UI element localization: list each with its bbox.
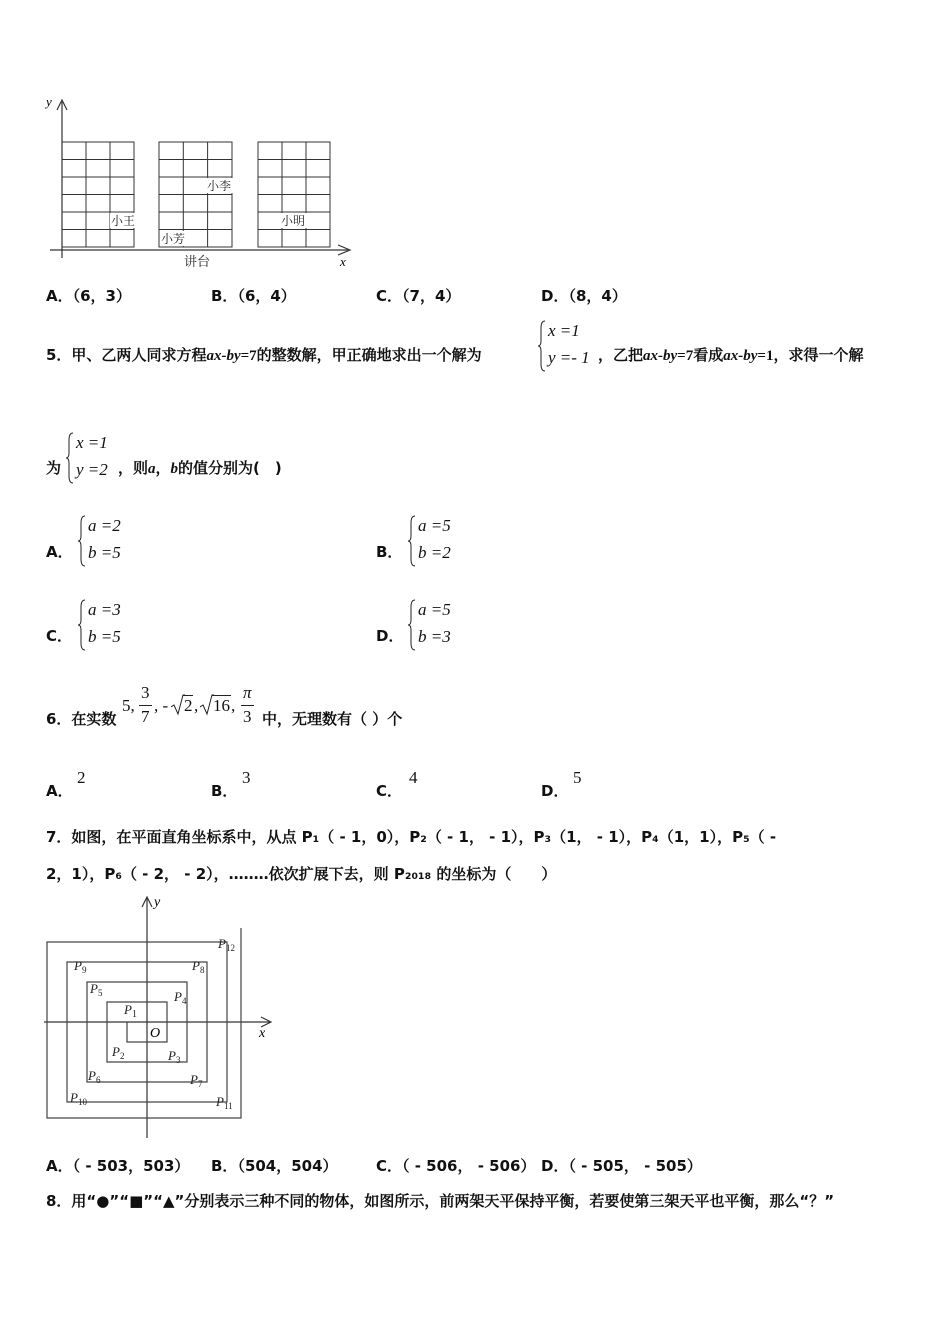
q5-equation-2: ax-by xyxy=(643,348,678,364)
q5-option-b-row1: a =5 xyxy=(418,516,451,535)
q4-option-a[interactable] xyxy=(46,287,131,305)
q7-origin-label: O xyxy=(150,1026,161,1041)
q7-axis-x-label: x xyxy=(259,1026,266,1041)
q5-option-d-row2: b =3 xyxy=(418,627,451,646)
q6-option-d-value: 5 xyxy=(573,768,582,787)
q5-option-d-system[interactable] xyxy=(408,599,468,651)
q7-option-c-text: （ - 506， - 506） xyxy=(402,1157,536,1175)
q5-equation-3: ax-by xyxy=(723,348,758,364)
q4-option-c-text: （7，4） xyxy=(402,287,461,305)
q5-line1-part-c xyxy=(598,346,863,365)
q6-option-b-value: 3 xyxy=(242,768,251,787)
q7-p8-label: $P_8$ xyxy=(192,958,205,975)
q6-option-b-letter: B． xyxy=(211,782,238,800)
q5-text-line2-b: ，则 xyxy=(118,459,149,477)
q4-option-b-text: （6，4） xyxy=(237,287,296,305)
q7-spiral-figure xyxy=(40,890,280,1145)
q5-option-b-row2: b =2 xyxy=(418,543,451,562)
q5-solution-2-row2: y =2 xyxy=(76,460,108,479)
q7-option-d-letter: D． xyxy=(541,1157,569,1175)
q5-line1-part-a xyxy=(46,346,482,365)
q6-sqrt2-value: 2 xyxy=(184,696,193,715)
q6-option-a-letter: A． xyxy=(46,782,73,800)
q7-p2-label: $P_2$ xyxy=(112,1044,125,1061)
q6-option-a[interactable] xyxy=(46,782,73,800)
q5-option-a-system[interactable] xyxy=(78,515,138,567)
q6-sqrt16-value: 16 xyxy=(213,696,230,715)
q7-p10-label: $P_{10}$ xyxy=(70,1090,87,1107)
q5-solution-1-row1: x =1 xyxy=(548,321,580,340)
q7-p11-label: $P_{11}$ xyxy=(216,1094,233,1111)
q7-line1: 7．如图，在平面直角坐标系中，从点 P₁（ - 1，0），P₂（ - 1， - 1），P₃（1， - 1），P₄（1，1），P₅（ - xyxy=(46,828,777,846)
q4-option-d-text: （8，4） xyxy=(568,287,627,305)
q6-number-list xyxy=(122,683,262,731)
q7-p12-label: $P_{12}$ xyxy=(218,936,235,953)
q5-option-d-letter[interactable]: D． xyxy=(376,627,404,645)
q5-option-c-row1: a =3 xyxy=(88,600,121,619)
q5-solution-2 xyxy=(66,432,126,484)
q7-p4-label: $P_4$ xyxy=(174,989,187,1006)
q6-option-c[interactable] xyxy=(376,782,402,800)
q6-option-a-value: 2 xyxy=(77,768,86,787)
q5-equation-3-rhs: =1 xyxy=(757,348,774,364)
q6-comma1: , xyxy=(194,696,199,715)
q7-option-b[interactable] xyxy=(211,1157,338,1175)
q4-label-xiaoming: 小明 xyxy=(281,214,306,228)
q4-axis-y-label: y xyxy=(46,94,52,109)
q5-option-a-row1: a =2 xyxy=(88,516,121,535)
q5-text-d: 看成 xyxy=(693,346,724,364)
q6-prefix: 6．在实数 xyxy=(46,710,117,728)
q8-line1: 8．用“●”“■”“▲”分别表示三种不同的物体，如图所示，前两架天平保持平衡，若要使第三架天平也平衡，那么“？” xyxy=(46,1192,835,1210)
q6-option-c-letter: C． xyxy=(376,782,403,800)
q6-pi-bar xyxy=(241,705,254,706)
q4-label-xiaowang: 小王 xyxy=(111,214,136,228)
q7-p1-label: $P_1$ xyxy=(124,1002,137,1020)
q4-option-c[interactable] xyxy=(376,287,460,305)
q4-option-c-letter: C． xyxy=(376,287,403,305)
q7-p6-label: $P_6$ xyxy=(88,1068,101,1085)
q5-equation-1: ax-by xyxy=(206,348,241,364)
q5-comma: ， xyxy=(155,459,171,477)
q5-text-e: ，求得一个解 xyxy=(773,346,864,364)
q6-frac-den: 7 xyxy=(141,707,150,726)
q5-option-c-letter[interactable]: C． xyxy=(46,627,73,645)
q5-text-line2-a: 为 xyxy=(46,459,62,477)
q7-option-c-letter: C． xyxy=(376,1157,403,1175)
q4-label-xiaoli: 小李 xyxy=(207,179,232,193)
q5-option-a-row2: b =5 xyxy=(88,543,121,562)
q5-option-a-letter[interactable]: A． xyxy=(46,543,73,561)
q5-equation-2-rhs: =7 xyxy=(677,348,694,364)
q7-option-a[interactable] xyxy=(46,1157,189,1175)
q6-n1: 5, xyxy=(122,696,135,715)
q6-after-frac: , - xyxy=(154,696,169,715)
q7-option-b-text: （504，504） xyxy=(237,1157,338,1175)
q5-line2-part-b xyxy=(118,459,282,478)
q5-solution-1-row2: y =- 1 xyxy=(548,348,590,367)
q7-line2: 2，1），P₆（ - 2， - 2），…‥…依次扩展下去，则 P₂₀₁₈ 的坐标为（ ） xyxy=(46,865,557,883)
q4-label-xiaofang: 小芳 xyxy=(161,232,186,246)
q5-option-b-system[interactable] xyxy=(408,515,468,567)
q5-line2-part-a xyxy=(46,459,61,477)
q5-solution-2-row1: x =1 xyxy=(76,433,108,452)
q7-option-a-text: （ - 503，503） xyxy=(72,1157,190,1175)
q6-comma2: , xyxy=(231,696,236,715)
q7-option-d[interactable] xyxy=(541,1157,702,1175)
q6-frac-num: 3 xyxy=(141,683,150,702)
q4-seating-figure xyxy=(40,92,360,272)
q4-option-d[interactable] xyxy=(541,287,627,305)
q6-option-d-letter: D． xyxy=(541,782,569,800)
q6-pi: π xyxy=(243,683,252,702)
q7-axis-y-label: y xyxy=(154,895,161,910)
q5-var-b: b xyxy=(170,461,179,477)
q7-p9-label: $P_9$ xyxy=(74,958,87,975)
q4-option-b-letter: B． xyxy=(211,287,238,305)
q5-equation-1-rhs: =7 xyxy=(240,348,257,364)
q5-var-a: a xyxy=(148,461,156,477)
q6-sqrt2-radical xyxy=(171,694,185,716)
q7-option-d-text: （ - 505， - 505） xyxy=(568,1157,702,1175)
q6-sqrt16-radical xyxy=(200,694,214,716)
q5-option-d-row1: a =5 xyxy=(418,600,451,619)
q5-option-c-system[interactable] xyxy=(78,599,138,651)
q6-option-d[interactable] xyxy=(541,782,568,800)
q6-frac-bar xyxy=(139,705,152,706)
q5-text-a: 5．甲、乙两人同求方程 xyxy=(46,346,207,364)
q4-option-b[interactable] xyxy=(211,287,296,305)
q7-p3-label: $P_3$ xyxy=(168,1048,181,1065)
q7-option-a-letter: A． xyxy=(46,1157,73,1175)
q6-option-b[interactable] xyxy=(211,782,237,800)
q4-option-a-text: （6，3） xyxy=(72,287,131,305)
q4-option-d-letter: D． xyxy=(541,287,569,305)
q4-option-a-letter: A． xyxy=(46,287,73,305)
q5-text-line2-c: 的值分别为( ) xyxy=(178,459,282,477)
q5-option-c-row2: b =5 xyxy=(88,627,121,646)
q5-option-b-letter[interactable]: B． xyxy=(376,543,403,561)
q4-label-podium: 讲台 xyxy=(184,255,211,270)
q5-text-c: ，乙把 xyxy=(598,346,644,364)
q7-option-c[interactable] xyxy=(376,1157,535,1175)
q6-pi-den: 3 xyxy=(243,707,252,726)
q7-p5-label: $P_5$ xyxy=(90,981,103,998)
q7-p7-label: $P_7$ xyxy=(190,1072,203,1089)
q6-suffix: 中，无理数有（ ）个 xyxy=(262,710,403,728)
q6-option-c-value: 4 xyxy=(409,768,418,787)
q4-axis-x-label: x xyxy=(340,254,346,269)
q7-option-b-letter: B． xyxy=(211,1157,238,1175)
q5-text-b: 的整数解，甲正确地求出一个解为 xyxy=(256,346,482,364)
